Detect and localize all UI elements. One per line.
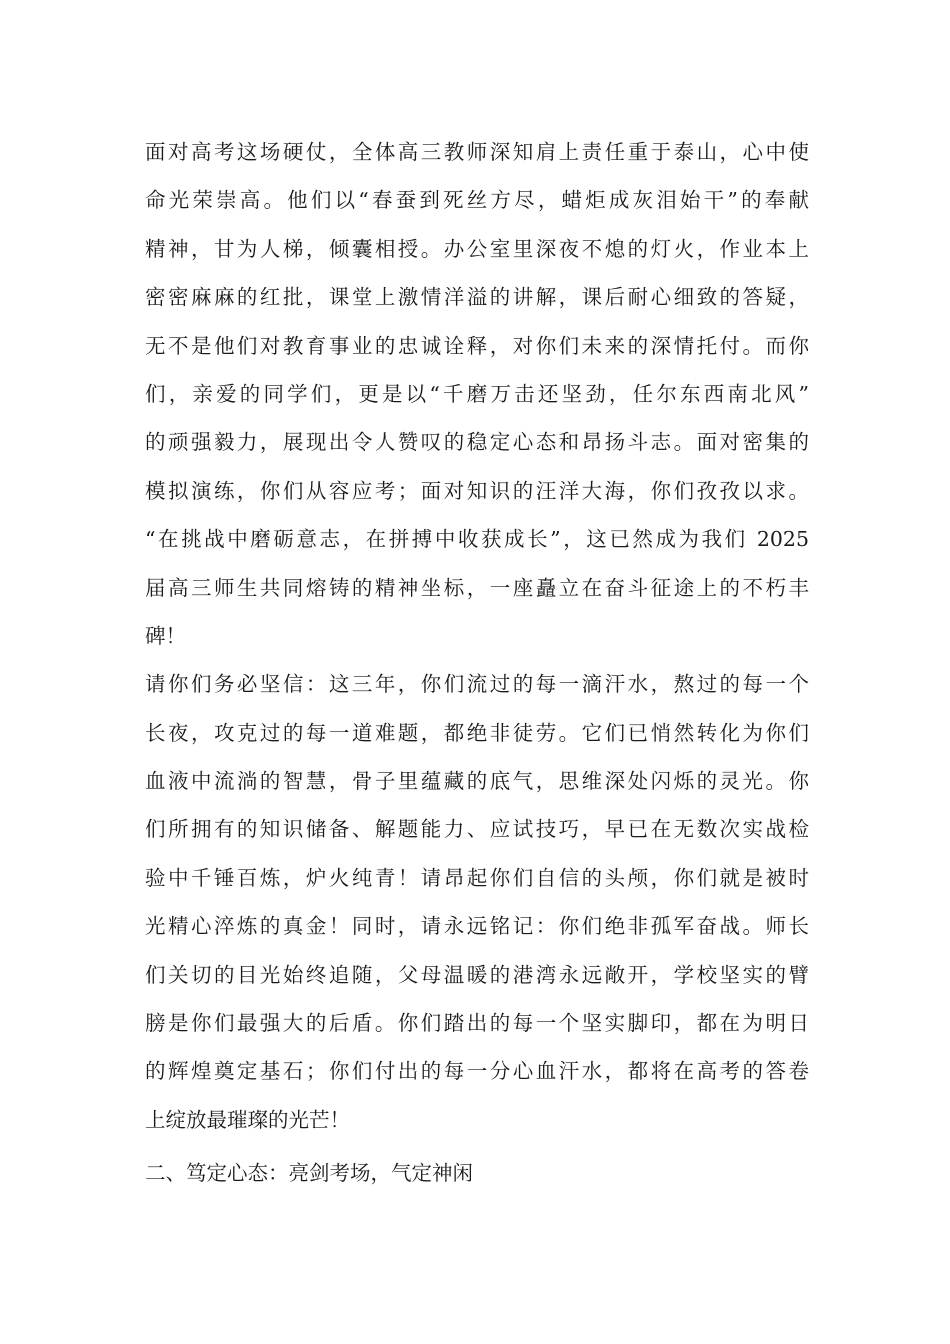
paragraph-line: 面对高考这场硬仗，全体高三教师深知肩上责任重于泰山，心中使 (145, 140, 809, 164)
paragraph-believe-in-yourselves (145, 660, 809, 1144)
paragraph-line: 的辉煌奠定基石；你们付出的每一分心血汗水，都将在高考的答卷 (145, 1059, 809, 1084)
paragraph-line: 无不是他们对教育事业的忠诚诠释，对你们未来的深情托付。而你 (145, 333, 809, 358)
paragraph-line: 请你们务必坚信：这三年，你们流过的每一滴汗水，熬过的每一个 (145, 672, 809, 697)
paragraph-line: 长夜，攻克过的每一道难题，都绝非徒劳。它们已悄然转化为你们 (145, 720, 809, 745)
paragraph-line: 的顽强毅力，展现出令人赞叹的稳定心态和昂扬斗志。面对密集的 (145, 430, 809, 455)
paragraph-line: 们，亲爱的同学们，更是以“千磨万击还坚劲，任尔东西南北风” (145, 381, 809, 406)
paragraph-line: 光精心淬炼的真金！同时，请永远铭记：你们绝非孤军奋战。师长 (145, 914, 809, 939)
section-heading-text: 二、笃定心态：亮剑考场，气定神闲 (145, 1161, 473, 1186)
paragraph-line: 命光荣崇高。他们以“春蚕到死丝方尽，蜡炬成灰泪始干”的奉献 (145, 188, 809, 213)
section-heading (145, 1149, 809, 1197)
paragraph-line: “在挑战中磨砺意志，在拼搏中收获成长”，这已然成为我们 2025 (145, 527, 809, 552)
paragraph-line: 届高三师生共同熔铸的精神坐标，一座矗立在奋斗征途上的不朽丰 (145, 575, 809, 600)
paragraph-line: 验中千锤百炼，炉火纯青！请昂起你们自信的头颅，你们就是被时 (145, 865, 809, 890)
paragraph-teachers-and-students (145, 128, 809, 660)
paragraph-line: 们关切的目光始终追随，父母温暖的港湾永远敞开，学校坚实的臂 (145, 962, 809, 987)
paragraph-line: 膀是你们最强大的后盾。你们踏出的每一个坚实脚印，都在为明日 (145, 1011, 809, 1036)
paragraph-line: 密密麻麻的红批，课堂上激情洋溢的讲解，课后耐心细致的答疑， (145, 285, 809, 310)
document-body (145, 128, 809, 1198)
paragraph-line: 上绽放最璀璨的光芒！ (145, 1107, 350, 1132)
paragraph-line: 模拟演练，你们从容应考；面对知识的汪洋大海，你们孜孜以求。 (145, 478, 809, 503)
paragraph-line: 碑！ (145, 623, 186, 648)
paragraph-line: 精神，甘为人梯，倾囊相授。办公室里深夜不熄的灯火，作业本上 (145, 236, 809, 261)
paragraph-line: 们所拥有的知识储备、解题能力、应试技巧，早已在无数次实战检 (145, 817, 809, 842)
paragraph-line: 血液中流淌的智慧，骨子里蕴藏的底气，思维深处闪烁的灵光。你 (145, 769, 809, 794)
